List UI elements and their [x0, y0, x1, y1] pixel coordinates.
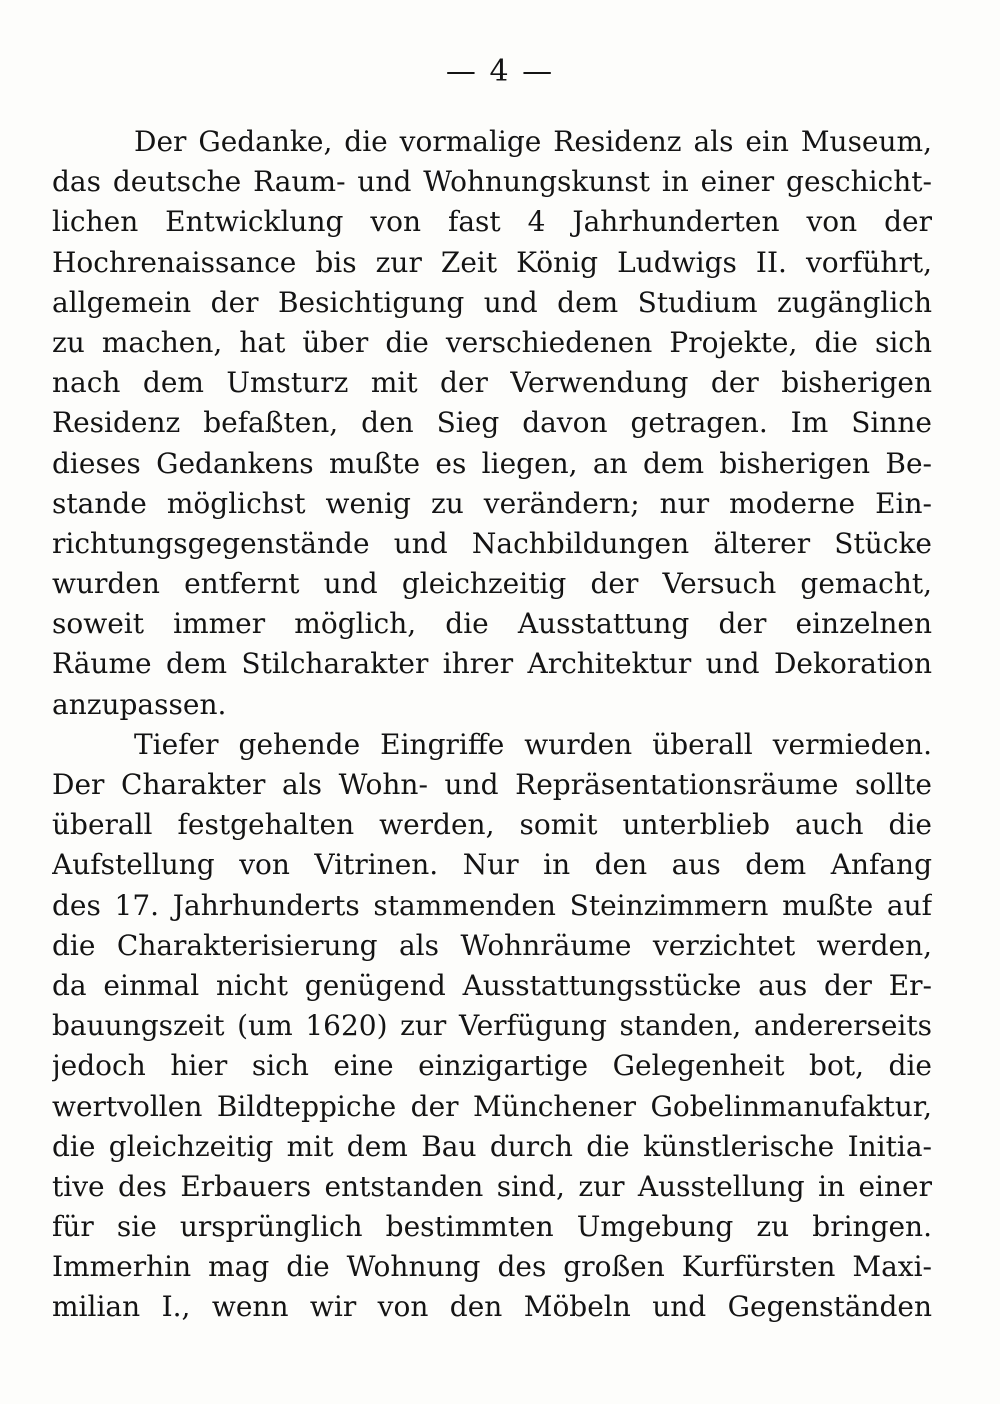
text-line: richtungsgegenstände und Nachbildungen älterer Stücke [52, 526, 932, 560]
text-line: dieses Gedankens mußte es liegen, an dem bisherigen Be- [52, 446, 932, 480]
text-line: bauungszeit (um 1620) zur Verfügung standen, andererseits [52, 1009, 932, 1043]
text-line: stande möglichst wenig zu verändern; nur moderne Ein- [52, 486, 932, 520]
text-line: das deutsche Raum- und Wohnungskunst in einer geschicht- [52, 165, 932, 199]
text-line: Residenz befaßten, den Sieg davon getragen. Im Sinne [52, 406, 932, 440]
text-line: jedoch hier sich eine einzigartige Gelegenheit bot, die [52, 1049, 932, 1083]
body-text [52, 122, 932, 1328]
text-line: des 17. Jahrhunderts stammenden Steinzimmern mußte auf [52, 888, 932, 922]
text-line: Tiefer gehende Eingriffe wurden überall vermieden. [134, 727, 932, 761]
text-line: allgemein der Besichtigung und dem Studium zugänglich [52, 285, 932, 319]
text-line: soweit immer möglich, die Ausstattung der einzelnen [52, 607, 932, 641]
text-line: lichen Entwicklung von fast 4 Jahrhunderten von der [52, 205, 932, 239]
page-number: — 4 — [445, 54, 555, 89]
text-line: die gleichzeitig mit dem Bau durch die künstlerische Initia- [52, 1129, 932, 1163]
text-line: die Charakterisierung als Wohnräume verzichtet werden, [52, 928, 932, 962]
text-line: anzupassen. [52, 687, 227, 721]
text-line: Der Charakter als Wohn- und Repräsentationsräume sollte [52, 768, 932, 801]
text-line: Immerhin mag die Wohnung des großen Kurfürsten Maxi- [52, 1250, 932, 1284]
text-line: zu machen, hat über die verschiedenen Projekte, die sich [52, 325, 932, 359]
text-line: wurden entfernt und gleichzeitig der Versuch gemacht, [52, 567, 932, 601]
text-line: Aufstellung von Vitrinen. Nur in den aus dem Anfang [52, 848, 932, 882]
text-line: überall festgehalten werden, somit unterblieb auch die [52, 808, 932, 842]
text-line: milian I., wenn wir von den Möbeln und Gegenständen [52, 1290, 932, 1324]
text-line: Hochrenaissance bis zur Zeit König Ludwigs II. vorführt, [52, 245, 932, 279]
text-line: Der Gedanke, die vormalige Residenz als ein Museum, [134, 125, 932, 158]
text-line: für sie ursprünglich bestimmten Umgebung zu bringen. [52, 1210, 932, 1244]
text-line: da einmal nicht genügend Ausstattungsstücke aus der Er- [52, 968, 932, 1002]
text-line: wertvollen Bildteppiche der Münchener Gobelinmanufaktur, [52, 1089, 932, 1123]
text-line: Räume dem Stilcharakter ihrer Architektur und Dekoration [52, 647, 932, 681]
text-line: tive des Erbauers entstanden sind, zur Ausstellung in einer [52, 1169, 932, 1203]
text-line: nach dem Umsturz mit der Verwendung der bisherigen [52, 366, 932, 400]
